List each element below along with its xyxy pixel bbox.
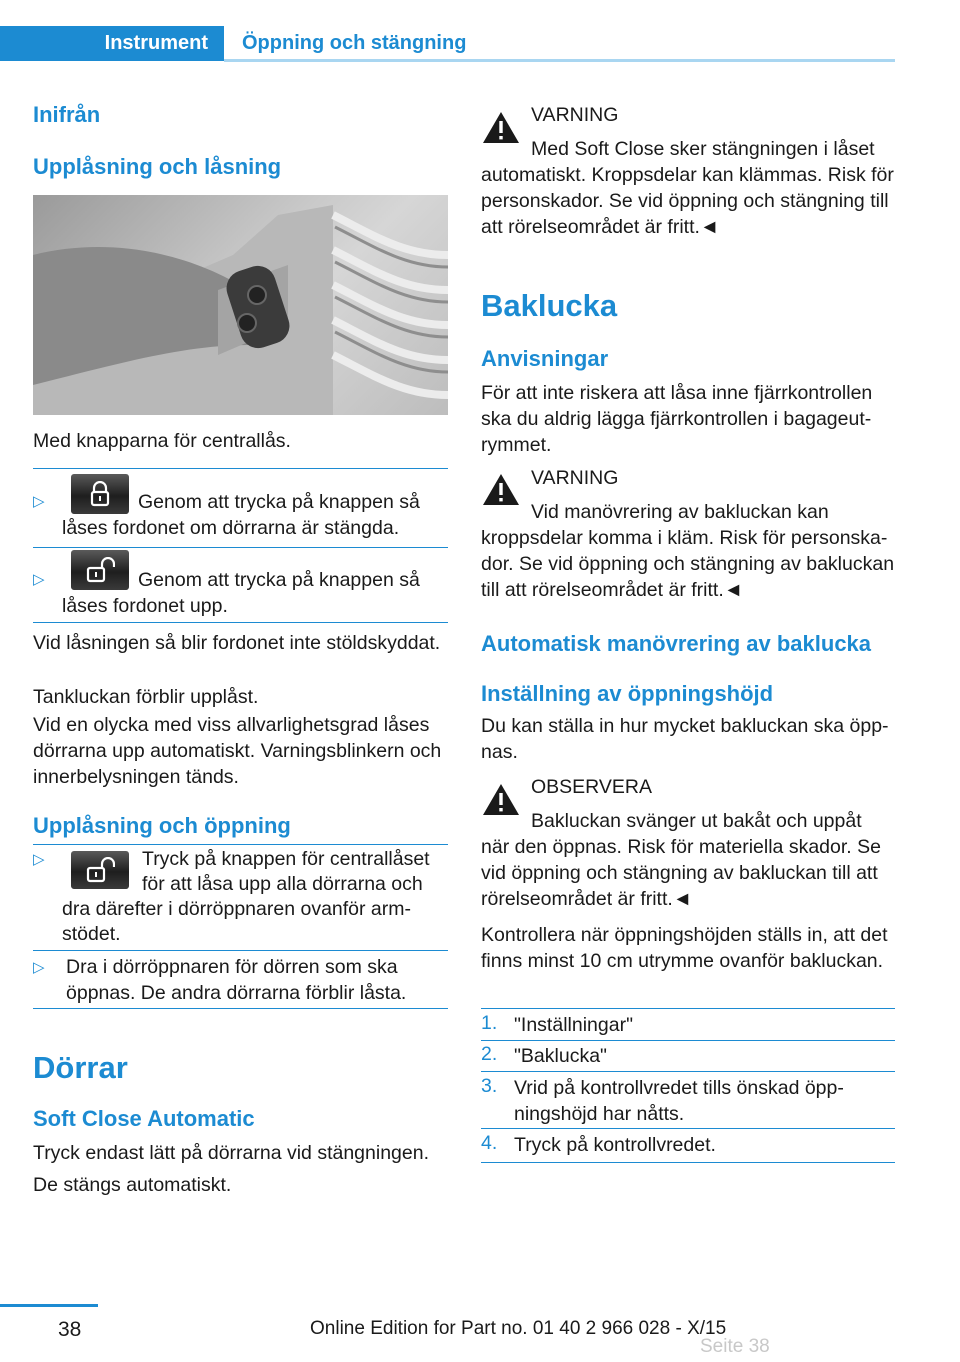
page-number: 38: [58, 1318, 82, 1341]
step-text: "Inställningar": [514, 1014, 633, 1036]
paragraph-tryck: Tryck endast lätt på dörrarna vid stängningen.: [33, 1142, 429, 1164]
step-text: Tryck på kontrollvredet.: [514, 1134, 716, 1156]
heading-dorrar: Dörrar: [33, 1050, 128, 1085]
header-tabs: [0, 0, 895, 62]
caution-text: Bakluckan svänger ut bakåt och uppåt när den öppnas. Risk för materiella skador. Se vid öppning och stängning av bakluckan till att rörelseområdet är fritt.◄: [481, 810, 881, 910]
bullet-triangle-icon: ▷: [33, 571, 45, 588]
step-number: 3.: [481, 1075, 498, 1097]
heading-upplasning-lasning: Upplåsning och låsning: [33, 154, 282, 179]
paragraph-anvisningar: För att inte riskera att låsa inne fjärrkontrollen ska du aldrig lägga fjärrkontrollen i bagageutrymmet.: [481, 382, 873, 456]
list-item-unlock: Genom att trycka på knappen så låses fordonet upp.: [62, 569, 420, 617]
paragraph-stoldskydd: Vid låsningen så blir fordonet inte stöldskyddat.: [33, 632, 441, 654]
paragraph-installning: Du kan ställa in hur mycket bakluckan ska öppnas.: [481, 715, 889, 763]
step-number: 1.: [481, 1012, 498, 1034]
list-separator: [481, 1162, 895, 1163]
bullet-triangle-icon: ▷: [33, 493, 45, 510]
door-lock-buttons-image: [33, 195, 448, 415]
list-separator: [33, 468, 448, 469]
watermark-text: Seite 38: [700, 1336, 770, 1357]
list-separator: [33, 950, 448, 951]
tab-instrument[interactable]: Instrument: [0, 26, 224, 61]
list-item-central-unlock: [62, 847, 448, 947]
door-panel-photo: [33, 195, 448, 415]
warning-title: VARNING: [531, 467, 619, 489]
heading-installning-oppningshojd: Inställning av öppningshöjd: [481, 681, 774, 706]
tab-oppning-och-stangning[interactable]: Öppning och stängning: [242, 32, 467, 54]
list-separator: [33, 1008, 448, 1009]
warning-text-soft-close: Med Soft Close sker stängningen i låset automatiskt. Kroppsdelar kan klämmas. Risk för personskador. Se vid öppning och stängning till att rörelseområdet är fritt.◄: [481, 138, 894, 238]
paragraph-olycka: Vid en olycka med viss allvarlighetsgrad låses dörrarna upp automatiskt. Varningsblinkern och innerbelysningen tänds.: [33, 714, 442, 788]
list-item-central-unlock-text: Tryck på knappen för centrallåset för att låsa upp alla dörrarna och dra därefter i dörröppnaren ovanför armstödet.: [62, 848, 430, 945]
list-separator: [33, 622, 448, 623]
list-separator: [481, 1040, 895, 1041]
step-text: Vrid på kontrollvredet tills önskad öppningshöjd har nåtts.: [514, 1077, 844, 1125]
edition-text: Online Edition for Part no. 01 40 2 966 028 - X/15: [310, 1318, 727, 1339]
step-number: 2.: [481, 1043, 498, 1065]
list-item-door-opener: Dra i dörröppnaren för dörren som ska öppnas. De andra dörrarna förblir låsta.: [66, 956, 407, 1004]
step-number: 4.: [481, 1132, 498, 1154]
list-separator: [481, 1128, 895, 1129]
caution-title: OBSERVERA: [531, 776, 653, 798]
list-separator: [33, 547, 448, 548]
list-separator: [33, 844, 448, 845]
heading-anvisningar: Anvisningar: [481, 346, 609, 371]
warning-title: VARNING: [531, 104, 619, 126]
bullet-triangle-icon: ▷: [33, 851, 45, 868]
list-separator: [481, 1008, 895, 1009]
paragraph-kontrollera: Kontrollera när öppningshöjden ställs in, att det finns minst 10 cm utrymme ovanför bakluckan.: [481, 924, 888, 972]
photo-caption: Med knapparna för centrallås.: [33, 430, 291, 452]
footer-divider: [0, 1304, 98, 1307]
warning-text-baklucka: Vid manövrering av bakluckan kan kroppsdelar komma i kläm. Risk för personskador. Se vid öppning och stängning av bakluckan till att rörelseområdet är fritt.◄: [481, 501, 895, 601]
heading-soft-close: Soft Close Automatic: [33, 1106, 255, 1131]
heading-baklucka: Baklucka: [481, 288, 618, 323]
step-text: "Baklucka": [514, 1045, 607, 1067]
header-divider: [224, 59, 895, 62]
bullet-triangle-icon: ▷: [33, 959, 45, 976]
heading-inifran: Inifrån: [33, 102, 101, 127]
heading-upplasning-oppning: Upplåsning och öppning: [33, 813, 291, 838]
paragraph-stangs: De stängs automatiskt.: [33, 1174, 232, 1196]
heading-automatisk-manovrering: Automatisk manövrering av baklucka: [481, 631, 872, 656]
paragraph-tankluckan: Tankluckan förblir upplåst.: [33, 686, 259, 708]
list-item-lock: Genom att trycka på knappen så låses fordonet om dörrarna är stängda.: [62, 491, 420, 539]
list-separator: [481, 1071, 895, 1072]
